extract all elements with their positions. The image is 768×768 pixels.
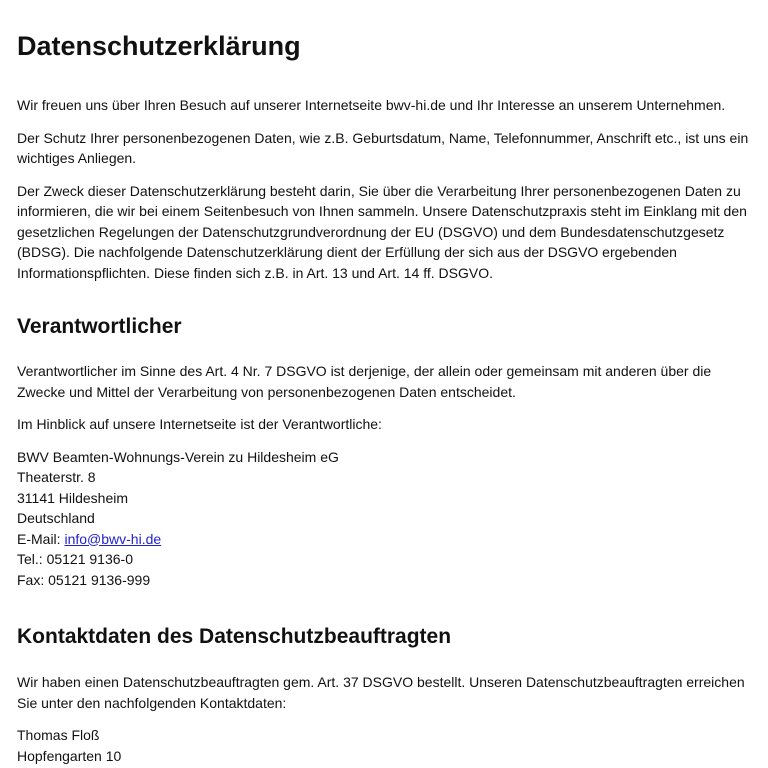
company-name: BWV Beamten-Wohnungs-Verein zu Hildesheim eG — [17, 448, 339, 465]
email-link[interactable]: info@bwv-hi.de — [64, 530, 162, 547]
postal-city: 31141 Hildesheim — [17, 489, 129, 506]
fax-line: Fax: 05121 9136-999 — [17, 571, 151, 588]
dpo-name: Thomas Floß — [17, 727, 100, 743]
intro-paragraph-3: Der Zweck dieser Datenschutzerklärung besteht darin, Sie über die Verarbeitung Ihrer personenbezogenen Daten zu informieren, die wir bei einem Seitenbesuch von Ihnen sammeln. Unsere Datenschutzpraxis steht im Einklang mit den gesetzlichen Regelungen der Datenschutzgrundverordnung der EU (DSGVO) und dem Bundesdatenschutzgesetz (BDSG). Die nachfolgende Datenschutzerklärung dient der Erfüllung der sich aus der DSGVO ergebenden Informationspflichten. Diese finden sich z.B. in Art. 13 und Art. 14 ff. DSGVO. — [17, 182, 747, 281]
country: Deutschland — [17, 510, 95, 526]
section-heading-responsible: Verantwortlicher — [17, 315, 182, 338]
responsible-address — [17, 447, 751, 591]
responsible-paragraph-1: Verantwortlicher im Sinne des Art. 4 Nr. 7 DSGVO ist derjenige, der allein oder gemeinsam mit anderen über die Zwecke und Mittel der Verarbeitung von personenbezogenen Daten entscheidet. — [17, 363, 712, 400]
phone-line: Tel.: 05121 9136-0 — [17, 551, 133, 567]
dpo-paragraph: Wir haben einen Datenschutzbeauftragten gem. Art. 37 DSGVO bestellt. Unseren Datenschutzbeauftragten erreichen Sie unter den nachfolgenden Kontaktdaten: — [17, 674, 745, 711]
dpo-street: Hopfengarten 10 — [17, 747, 122, 764]
intro-paragraph-1: Wir freuen uns über Ihren Besuch auf unserer Internetseite bwv-hi.de und Ihr Interesse an unserem Unternehmen. — [17, 97, 726, 113]
email-label: E-Mail: — [17, 530, 65, 547]
intro-paragraph-2: Der Schutz Ihrer personenbezogenen Daten, wie z.B. Geburtsdatum, Name, Telefonnummer, Anschrift etc., ist uns ein wichtiges Anliegen. — [17, 129, 749, 166]
page-title: Datenschutzerklärung — [17, 31, 301, 61]
responsible-paragraph-2: Im Hinblick auf unsere Internetseite ist der Verantwortliche: — [17, 416, 382, 432]
email-line — [17, 529, 751, 550]
dpo-address — [17, 725, 751, 766]
section-heading-dpo: Kontaktdaten des Datenschutzbeauftragten — [17, 625, 452, 648]
street-address: Theaterstr. 8 — [17, 469, 96, 485]
